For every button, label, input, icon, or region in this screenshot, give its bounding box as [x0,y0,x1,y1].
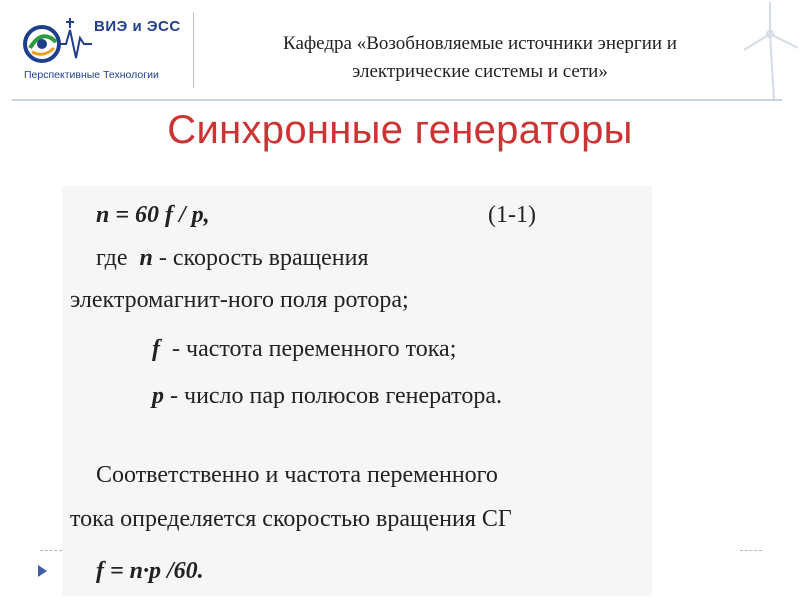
slide-header [0,0,800,100]
where-line [96,243,369,273]
department-logo [18,14,190,84]
bullet-arrow-icon [38,565,47,577]
description-n-part2: электромагнит-ного поля ротора; [70,287,409,313]
definition-p [152,381,502,411]
slide-title: Синхронные генераторы [167,108,633,152]
department-name-line1: Кафедра «Возобновляемые источники энергии и [283,33,677,54]
conclusion-line2: тока определяется скоростью вращения СГ [70,506,512,532]
department-name [200,30,760,86]
description-p: - число пар полюсов генератора. [170,383,502,409]
wind-turbine-icon [724,0,800,100]
header-divider [193,12,194,88]
header-rule [12,99,782,101]
logo-subtitle: Перспективные Технологии [24,69,159,81]
description-f: - частота переменного тока; [172,336,457,362]
variable-f: f [152,336,160,362]
formula-main: n = 60 f / p, [96,202,210,228]
formula-number: (1-1) [488,202,536,228]
where-prefix: где [96,245,128,271]
conclusion-line1: Соответственно и частота переменного [96,462,498,488]
variable-n: n [139,245,153,271]
right-dash-rule [740,550,762,551]
formula-second: f = n·p /60. [96,558,204,584]
variable-p: p [152,383,164,409]
description-n-part1: - скорость вращения [158,245,369,271]
logo-title: ВИЭ и ЭСС [94,18,181,35]
left-dash-rule [40,550,62,551]
definition-f [152,334,456,364]
logo-swirl-icon [18,14,98,70]
department-name-line2: электрические системы и сети» [352,61,608,82]
